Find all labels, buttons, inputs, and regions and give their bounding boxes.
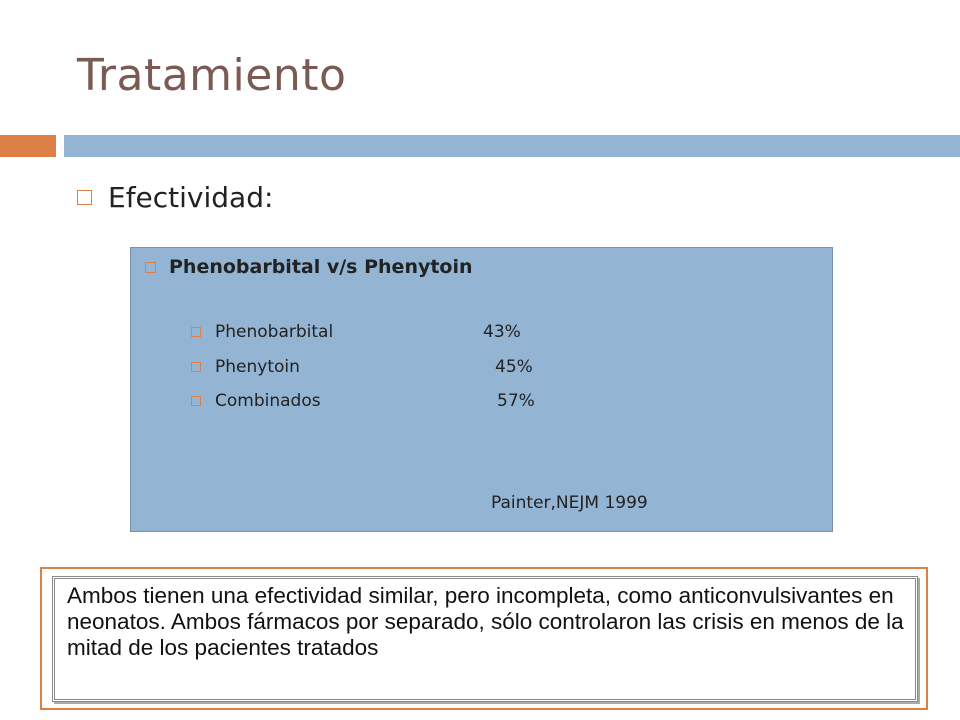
main-bullet (77, 181, 273, 214)
accent-bar-blue (64, 135, 960, 157)
main-bullet-text: Efectividad: (108, 181, 274, 214)
square-bullet-icon (145, 262, 156, 273)
list-item (191, 357, 533, 377)
square-bullet-icon (77, 190, 92, 205)
note-inner-frame (52, 576, 918, 702)
item-name: Phenytoin (215, 357, 300, 377)
slide-title: Tratamiento (77, 50, 347, 101)
comparison-box (130, 247, 833, 532)
square-bullet-icon (191, 327, 201, 337)
item-value: 43% (483, 322, 521, 342)
note-text: Ambos tienen una efectividad similar, pero incompleta, como anticonvulsivantes en neonatos. Ambos fármacos por separado, sólo controlaron las crisis en menos de la mitad de los pacientes tratados (67, 583, 904, 660)
box-heading (145, 256, 473, 278)
box-heading-text: Phenobarbital v/s Phenytoin (169, 256, 473, 278)
square-bullet-icon (191, 362, 201, 372)
citation: Painter,NEJM 1999 (491, 493, 648, 513)
item-value: 45% (495, 357, 533, 377)
list-item (191, 322, 521, 342)
item-name: Phenobarbital (215, 322, 334, 342)
item-value: 57% (497, 391, 535, 411)
list-item (191, 391, 535, 411)
note-box (40, 567, 928, 710)
square-bullet-icon (191, 396, 201, 406)
accent-bar-orange (0, 135, 56, 157)
item-name: Combinados (215, 391, 321, 411)
